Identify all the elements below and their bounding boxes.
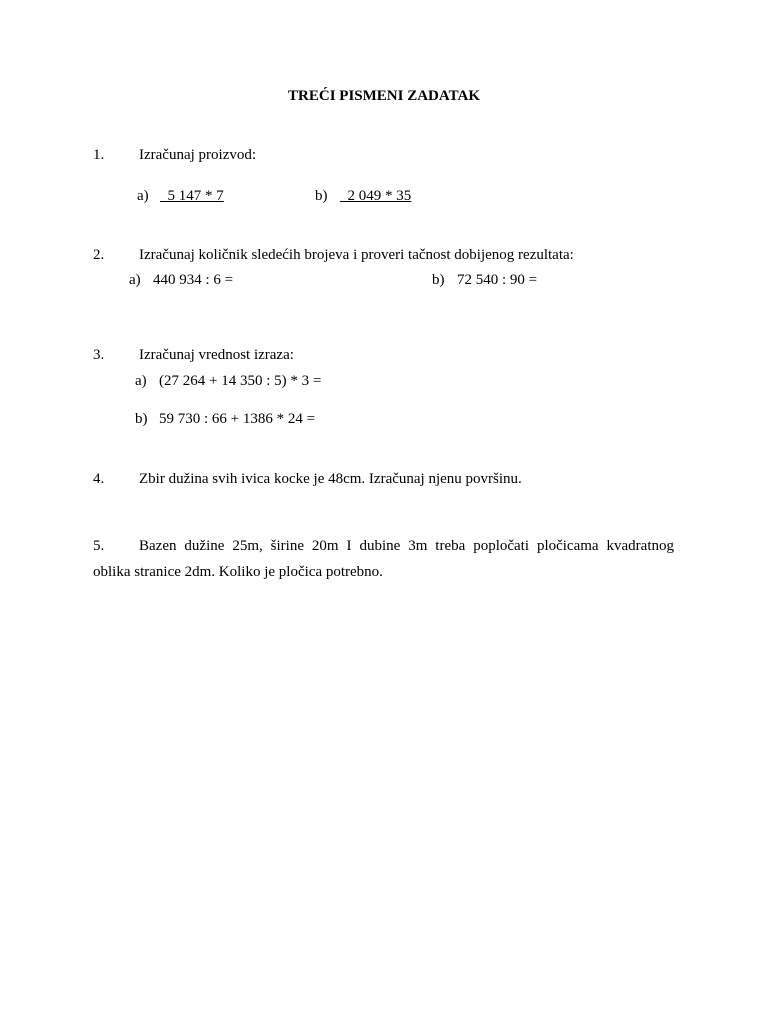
problem-3-part-a-expr: (27 264 + 14 350 : 5) * 3 =	[159, 373, 322, 389]
problem-5-number: 5.	[93, 538, 105, 554]
problem-1-part-a-label: a)	[137, 188, 149, 204]
problem-2-part-a-label: a)	[129, 272, 141, 288]
document-title: TREĆI PISMENI ZADATAK	[288, 88, 480, 104]
problem-2-part-a-expr: 440 934 : 6 =	[153, 272, 234, 288]
problem-2-number: 2.	[93, 247, 105, 263]
problem-5-prompt-line-2: oblika stranice 2dm. Koliko je pločica potrebno.	[93, 564, 383, 580]
problem-3-part-b-label: b)	[135, 411, 148, 427]
problem-3-number: 3.	[93, 347, 105, 363]
problem-1-prompt: Izračunaj proizvod:	[139, 147, 257, 163]
problem-5-first-line	[93, 538, 674, 555]
problem-1-part-b-expr: 2 049 * 35	[340, 188, 412, 204]
problem-3-part-a-label: a)	[135, 373, 147, 389]
problem-1-number: 1.	[93, 147, 105, 163]
problem-4-prompt: Zbir dužina svih ivica kocke je 48cm. Izračunaj njenu površinu.	[139, 471, 522, 487]
problem-1-part-b-label: b)	[315, 188, 328, 204]
problem-4-number: 4.	[93, 471, 105, 487]
problem-2-part-b-expr: 72 540 : 90 =	[457, 272, 538, 288]
problem-2-prompt: Izračunaj količnik sledećih brojeva i proveri tačnost dobijenog rezultata:	[139, 247, 574, 263]
problem-2-part-b-label: b)	[432, 272, 445, 288]
problem-3-part-b-expr: 59 730 : 66 + 1386 * 24 =	[159, 411, 316, 427]
problem-5-prompt-line-1: Bazen dužine 25m, širine 20m I dubine 3m treba popločati pločicama kvadratnog	[139, 538, 674, 554]
problem-1-part-a-expr: 5 147 * 7	[160, 188, 224, 204]
problem-3-prompt: Izračunaj vrednost izraza:	[139, 347, 294, 363]
